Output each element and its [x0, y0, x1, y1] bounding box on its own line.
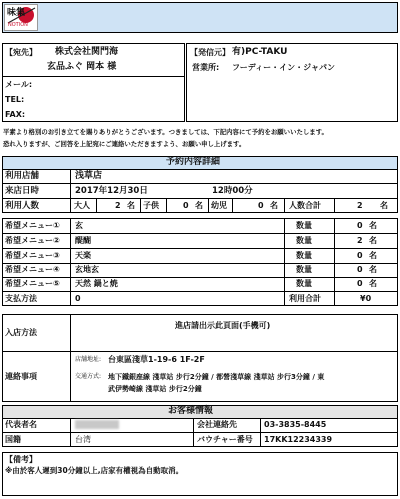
access-line-2: 武伊勢崎線 淺草站 步行2分鐘 [108, 385, 202, 393]
infant-count: 0 [258, 201, 264, 210]
menu-qty: 2 [357, 236, 363, 245]
menu-label: 希望メニュー⑤ [5, 279, 60, 288]
adult-label: 大人 [74, 201, 90, 210]
menu-qty: 0 [357, 221, 363, 230]
total-unit: 名 [380, 201, 388, 210]
menu-qty: 0 [357, 265, 363, 274]
adult-unit: 名 [127, 201, 135, 210]
adult-count: 2 [115, 201, 121, 210]
entry-table [2, 314, 398, 352]
menu-qty: 0 [357, 251, 363, 260]
voucher-value: 17KK12234339 [264, 435, 333, 444]
logo [4, 4, 38, 31]
menu-label: 希望メニュー④ [5, 265, 60, 274]
country-value: 台湾 [75, 435, 91, 444]
contact-phone-label: 会社連絡先 [197, 420, 237, 429]
menu-unit: 名 [369, 236, 377, 245]
menu-qty-label: 数量 [296, 251, 312, 260]
menu-label: 希望メニュー③ [5, 251, 60, 260]
menu-qty: 0 [357, 279, 363, 288]
intro-line-2: 恐れ入りますが、ご回答を上記宛にご連絡いただきますよう、お願い申し上げます。 [3, 140, 246, 148]
menu-label: 希望メニュー② [5, 236, 60, 245]
infant-label: 幼児 [211, 201, 227, 210]
sender-office: フーディー・イン・ジャパン [232, 63, 335, 72]
addressee-company: 株式会社関門海 [55, 47, 119, 57]
menu-name: 玄 [75, 221, 83, 230]
total-count: 2 [357, 201, 363, 210]
sum-label: 利用合計 [289, 294, 321, 303]
sender-label: 【発信元】 [190, 48, 230, 57]
country-label: 国籍 [5, 435, 21, 444]
logo-text: 味集 [7, 8, 26, 18]
menu-label: 希望メニュー① [5, 221, 60, 230]
access-label: 交通方式: [75, 373, 102, 380]
header-bar [2, 2, 398, 33]
total-label: 人数合計 [289, 201, 321, 210]
menu-name: 天然 鍋と焼 [75, 279, 118, 288]
addressee-tel-label: TEL: [5, 95, 25, 104]
payment-label: 支払方法 [5, 294, 37, 303]
addressee-mail-label: メール: [5, 80, 33, 89]
menu-qty-label: 数量 [296, 236, 312, 245]
menu-unit: 名 [369, 265, 377, 274]
address-value: 台東區淺草1-19-6 1F-2F [108, 355, 205, 364]
time-value: 12時00分 [212, 186, 253, 196]
menu-table [2, 218, 398, 306]
intro-line-1: 平素より格別のお引き立てを賜りありがとうございます。つきましては、下記内容にて予約をお願いいたします。 [3, 128, 328, 136]
entry-text: 進店請出示此頁面(手機可) [175, 321, 271, 330]
contact-phone: 03-3835-8445 [264, 420, 327, 429]
child-count: 0 [183, 201, 189, 210]
rep-name-redacted [75, 420, 119, 429]
addressee-label: 【宛先】 [5, 48, 37, 57]
addressee-fax-label: FAX: [5, 110, 26, 119]
voucher-label: バウチャー番号 [197, 435, 253, 444]
menu-qty-label: 数量 [296, 279, 312, 288]
menu-qty-label: 数量 [296, 265, 312, 274]
menu-unit: 名 [369, 279, 377, 288]
logo-subtext: NOTION [8, 22, 28, 28]
date-label: 来店日時 [5, 186, 40, 196]
notes-text: ※由於客人遲到30分鐘以上,店家有權視為自動取消。 [5, 466, 184, 475]
infant-unit: 名 [270, 201, 278, 210]
menu-name: 醍醐 [75, 236, 91, 245]
date-value: 2017年12月30日 [75, 186, 148, 196]
people-label: 利用人数 [5, 201, 40, 211]
addressee-underline [2, 76, 185, 77]
menu-name: 天楽 [75, 251, 91, 260]
sum-value: ¥0 [360, 294, 372, 303]
access-line-1: 地下鐵銀座線 淺草站 步行2分鐘 / 都營淺草線 淺草站 步行3分鐘 / 東 [108, 373, 325, 381]
store-value: 浅草店 [75, 171, 103, 181]
contact-label: 連絡事項 [5, 372, 37, 381]
sender-office-label: 営業所: [192, 63, 220, 72]
notes-label: 【備考】 [5, 455, 37, 464]
customer-title: お客様情報 [168, 406, 214, 416]
store-label: 利用店舗 [5, 171, 40, 181]
menu-unit: 名 [369, 251, 377, 260]
menu-qty-label: 数量 [296, 221, 312, 230]
addressee-name: 玄品ふぐ 岡本 様 [47, 62, 117, 72]
reservation-title: 予約内容詳細 [166, 157, 221, 167]
address-label: 店舗地址: [75, 356, 102, 363]
entry-label: 入店方法 [5, 328, 37, 337]
rep-label: 代表者名 [5, 420, 37, 429]
payment-value: 0 [75, 294, 81, 303]
menu-unit: 名 [369, 221, 377, 230]
child-label: 子供 [143, 201, 159, 210]
sender-company: 有)PC-TAKU [232, 47, 288, 57]
menu-name: 玄地玄 [75, 265, 99, 274]
child-unit: 名 [195, 201, 203, 210]
